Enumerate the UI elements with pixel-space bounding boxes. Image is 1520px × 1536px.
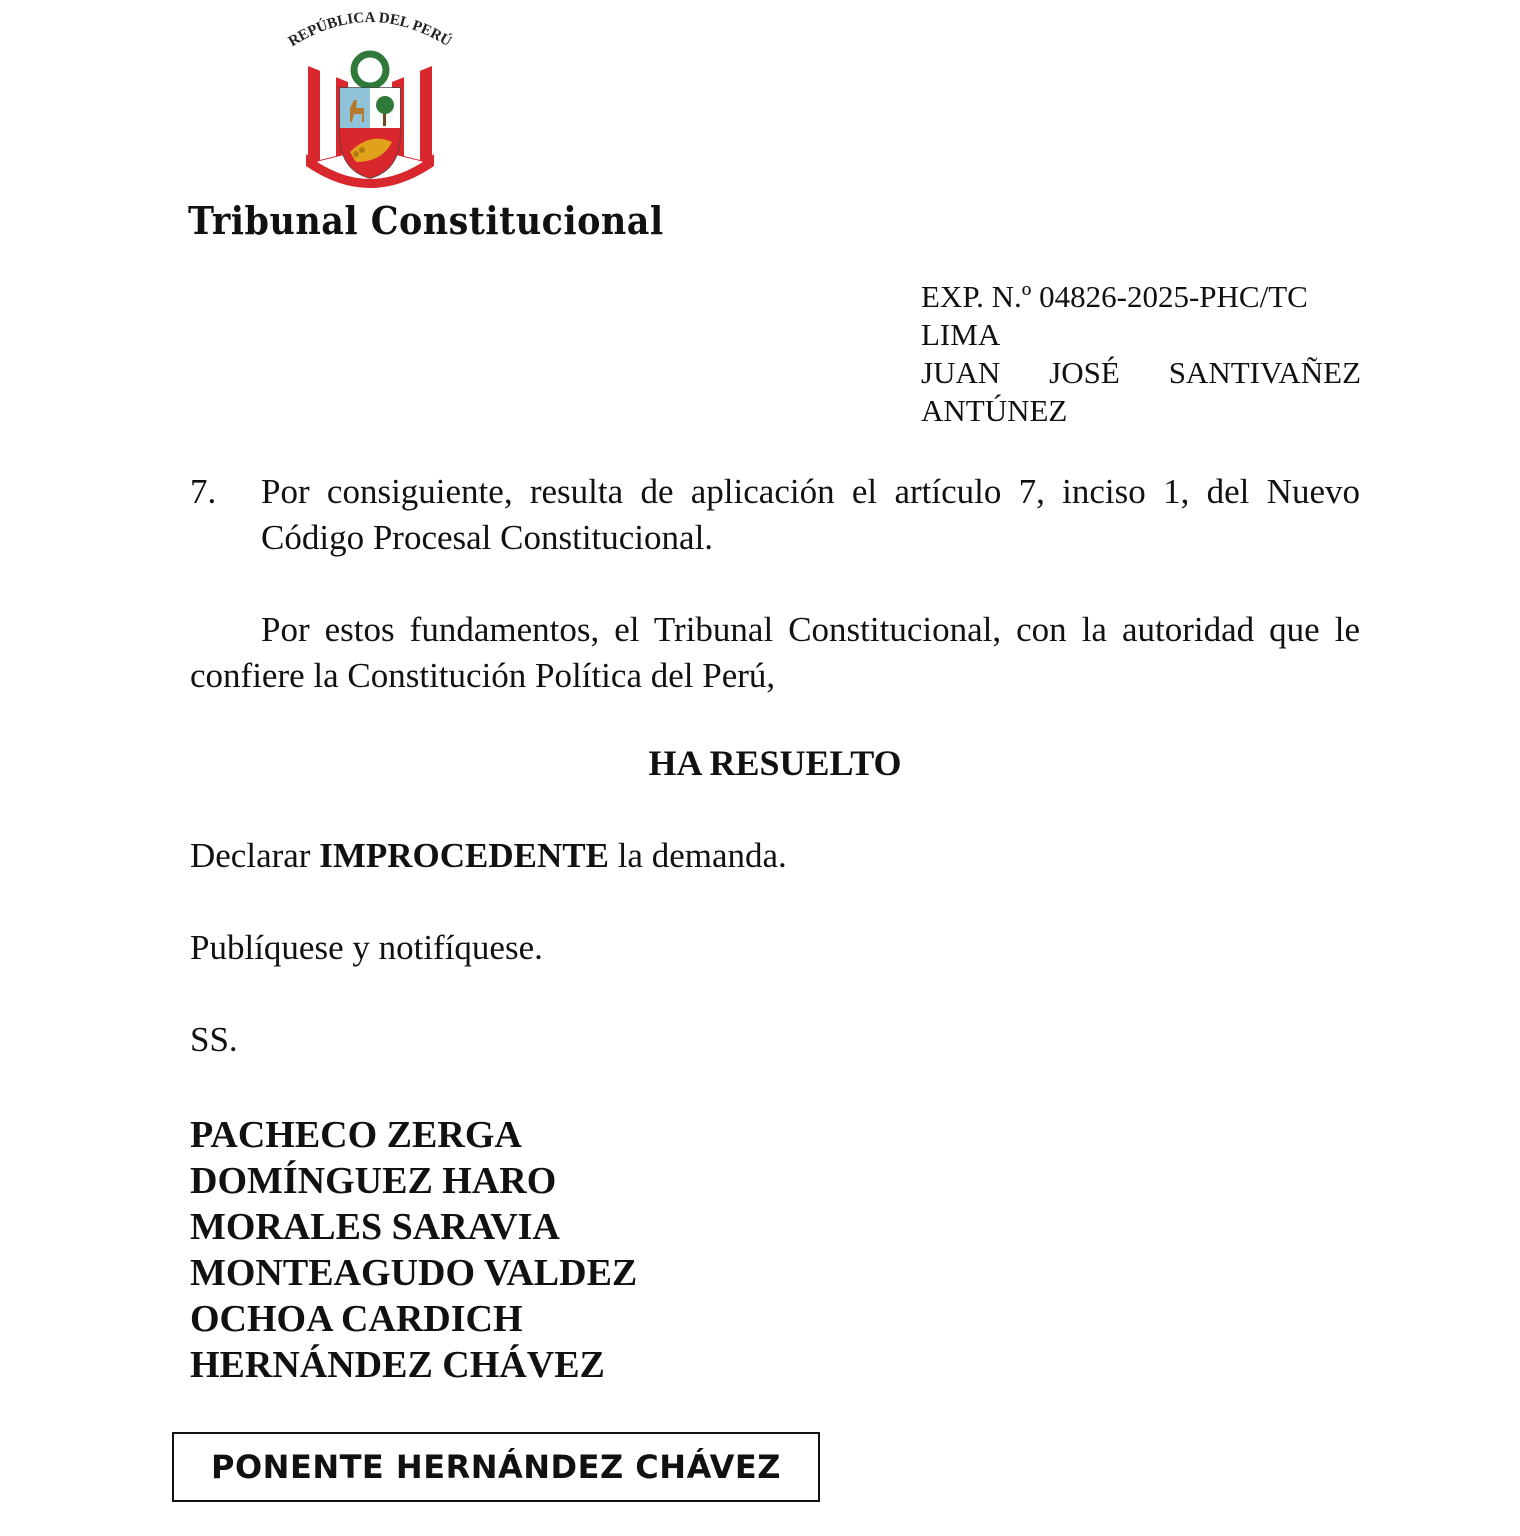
signatories-list [190, 1112, 637, 1388]
case-party-word: JOSÉ [1049, 355, 1120, 390]
paragraph-number: 7. [190, 472, 217, 511]
signatory-name: DOMÍNGUEZ HARO [190, 1160, 557, 1202]
reasoning-paragraph: Por estos fundamentos, el Tribunal Constitucional, con la autoridad que le confiere la Constitución Política del Perú, [190, 610, 1360, 695]
decision-verdict: IMPROCEDENTE [319, 836, 609, 875]
publish-line: Publíquese y notifíquese. [190, 928, 543, 967]
decision-line [190, 836, 787, 876]
resolution-heading: HA RESUELTO [648, 743, 902, 783]
signatory-name: MORALES SARAVIA [190, 1206, 560, 1248]
signatory-name: PACHECO ZERGA [190, 1114, 522, 1156]
signatory-name: OCHOA CARDICH [190, 1298, 523, 1340]
case-party-word: SANTIVAÑEZ [1168, 355, 1361, 390]
svg-text:REPÚBLICA DEL PERÚ: REPÚBLICA DEL PERÚ [285, 9, 455, 51]
decision-suffix: la demanda. [617, 836, 787, 875]
case-city: LIMA [921, 317, 1001, 352]
ponente-box: PONENTE HERNÁNDEZ CHÁVEZ [172, 1432, 820, 1502]
paragraph-text: Por consiguiente, resulta de aplicación el artículo 7, inciso 1, del Nuevo Código Procesal Constitucional. [261, 472, 1360, 557]
paragraph-7 [190, 469, 1360, 561]
case-party-line [921, 354, 1361, 392]
case-party-word: JUAN [921, 355, 1001, 390]
case-party-surname: ANTÚNEZ [921, 393, 1068, 428]
signatory-name: MONTEAGUDO VALDEZ [190, 1252, 638, 1294]
case-number: EXP. N.º 04826-2025-PHC/TC [921, 279, 1308, 314]
case-header [921, 278, 1361, 430]
ss-line: SS. [190, 1020, 238, 1059]
institution-name: Tribunal Constitucional [188, 198, 664, 243]
decision-prefix: Declarar [190, 836, 311, 875]
peru-coat-of-arms-seal [270, 4, 470, 200]
signatory-name: HERNÁNDEZ CHÁVEZ [190, 1344, 605, 1386]
